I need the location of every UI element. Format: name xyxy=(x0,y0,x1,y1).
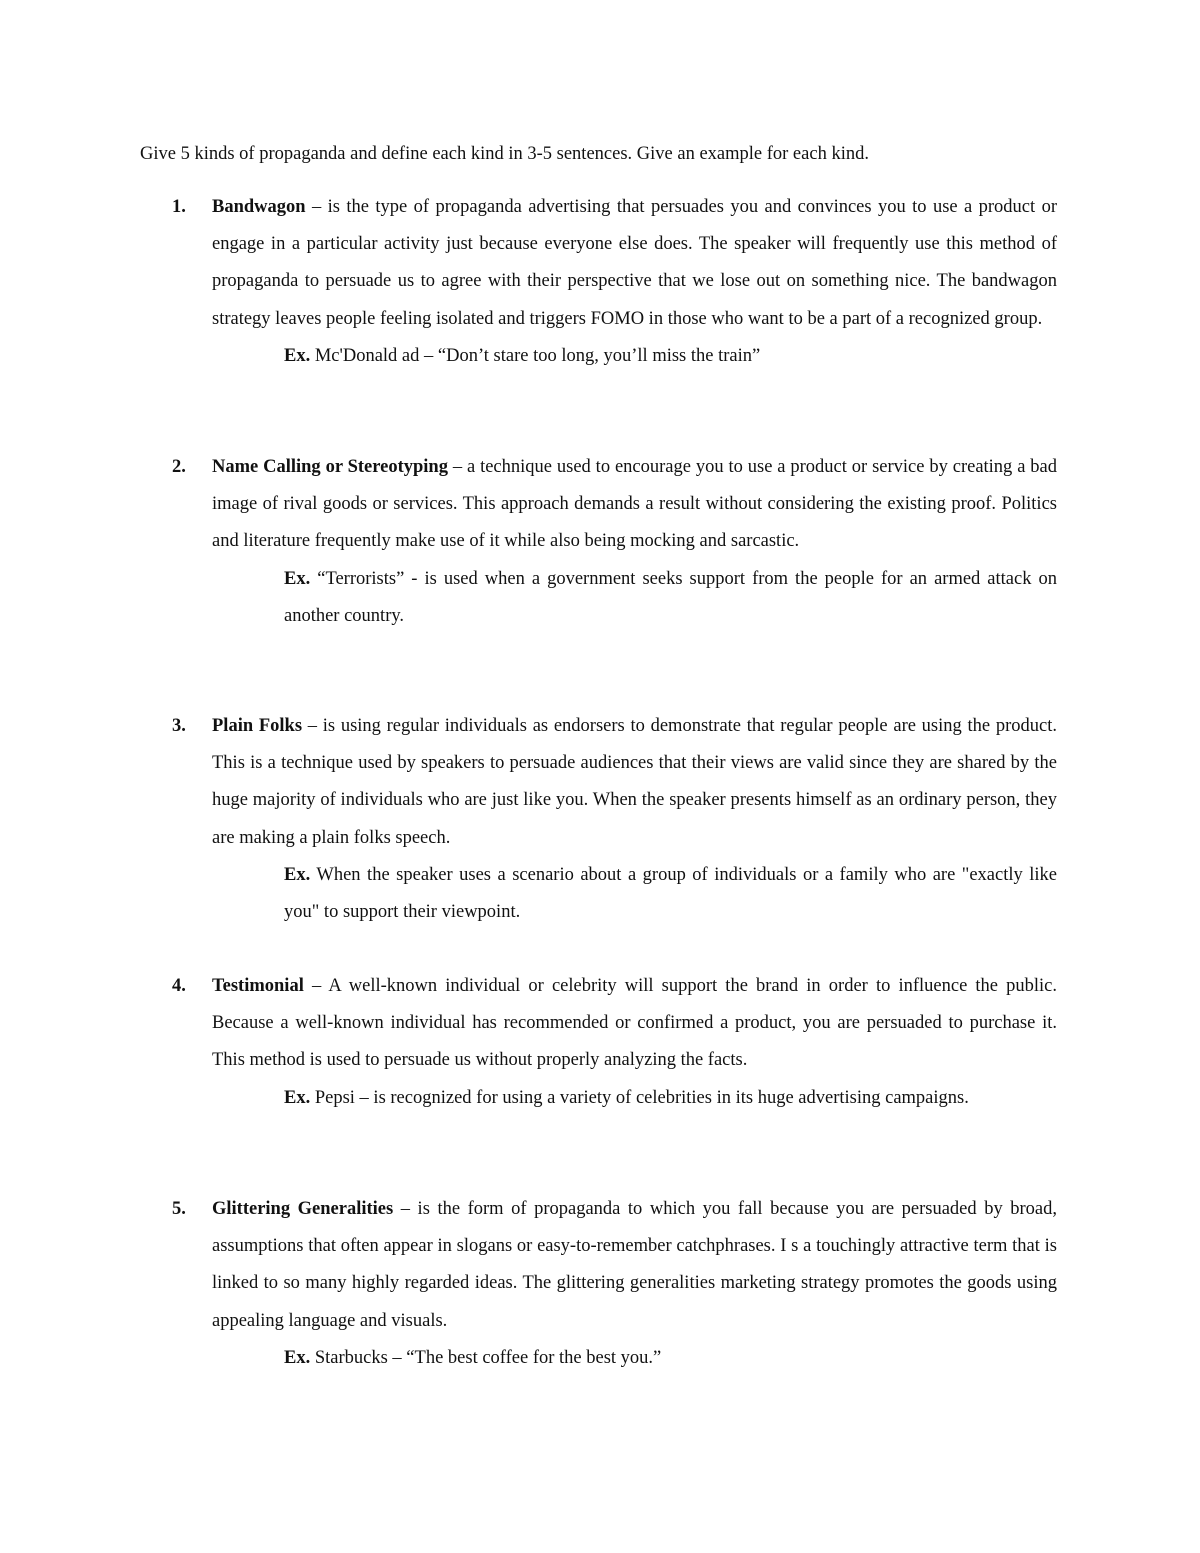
item-example xyxy=(284,1080,1057,1117)
list-item xyxy=(172,968,1060,1117)
item-term: Name Calling or Stereotyping xyxy=(212,457,448,477)
item-number: 4. xyxy=(172,976,186,996)
item-definition-paragraph xyxy=(212,449,1057,561)
item-definition-paragraph xyxy=(212,968,1057,1080)
item-number: 3. xyxy=(172,716,186,736)
example-label: Ex. xyxy=(284,864,311,885)
item-term: Glittering Generalities xyxy=(212,1199,394,1219)
item-example xyxy=(284,338,1057,375)
example-text: Pepsi – is recognized for using a variety of celebrities in its huge advertising campaigns. xyxy=(310,1087,969,1108)
item-term: Plain Folks xyxy=(212,716,303,736)
item-definition: – is using regular individuals as endorsers to demonstrate that regular people are using the product. This is a technique used by speakers to persuade audiences that their views are valid since they are shared by the huge majority of individuals who are just like you. When the speaker presents himself as an ordinary person, they are making a plain folks speech. xyxy=(212,716,1057,848)
list-item xyxy=(172,1191,1060,1377)
list-item xyxy=(172,708,1060,931)
example-label: Ex. xyxy=(284,1087,311,1108)
item-term: Bandwagon xyxy=(212,197,306,217)
example-text: Starbucks – “The best coffee for the best you.” xyxy=(310,1347,662,1368)
example-label: Ex. xyxy=(284,1347,311,1368)
example-label: Ex. xyxy=(284,568,311,589)
item-definition: – is the type of propaganda advertising that persuades you and convinces you to use a product or engage in a particular activity just because everyone else does. The speaker will frequently use this method of propaganda to persuade us to agree with their perspective that we lose out on something nice. The bandwagon strategy leaves people feeling isolated and triggers FOMO in those who want to be a part of a recognized group. xyxy=(212,197,1057,329)
item-number: 5. xyxy=(172,1199,186,1219)
example-text: “Terrorists” - is used when a government seeks support from the people for an armed attack on another country. xyxy=(284,568,1057,626)
item-number: 2. xyxy=(172,457,186,477)
item-definition-paragraph xyxy=(212,189,1057,338)
item-definition-paragraph xyxy=(212,708,1057,857)
item-definition: – a technique used to encourage you to use a product or service by creating a bad image of rival goods or services. This approach demands a result without considering the existing proof. Politics and literature frequently make use of it while also being mocking and sarcastic. xyxy=(212,457,1057,552)
item-definition: – A well-known individual or celebrity will support the brand in order to influence the public. Because a well-known individual has recommended or confirmed a product, you are persuaded to purchase it. This method is used to persuade us without properly analyzing the facts. xyxy=(212,976,1057,1071)
list-item xyxy=(172,189,1060,375)
list-item xyxy=(172,449,1060,635)
item-definition-paragraph xyxy=(212,1191,1057,1340)
item-example xyxy=(284,561,1057,635)
item-term: Testimonial xyxy=(212,976,304,996)
example-text: When the speaker uses a scenario about a group of individuals or a family who are "exactly like you" to support their viewpoint. xyxy=(284,864,1057,923)
item-number: 1. xyxy=(172,197,186,217)
example-label: Ex. xyxy=(284,345,311,366)
item-definition: – is the form of propaganda to which you fall because you are persuaded by broad, assumptions that often appear in slogans or easy-to-remember catchphrases. I s a touchingly attractive term that is linked to so many highly regarded ideas. The glittering generalities marketing strategy promotes the goods using appealing language and visuals. xyxy=(212,1199,1057,1331)
assignment-prompt: Give 5 kinds of propaganda and define each kind in 3-5 sentences. Give an example for each kind. xyxy=(140,144,869,164)
item-example xyxy=(284,857,1057,931)
example-text: Mc'Donald ad – “Don’t stare too long, you’ll miss the train” xyxy=(310,345,761,366)
item-example xyxy=(284,1340,1057,1377)
